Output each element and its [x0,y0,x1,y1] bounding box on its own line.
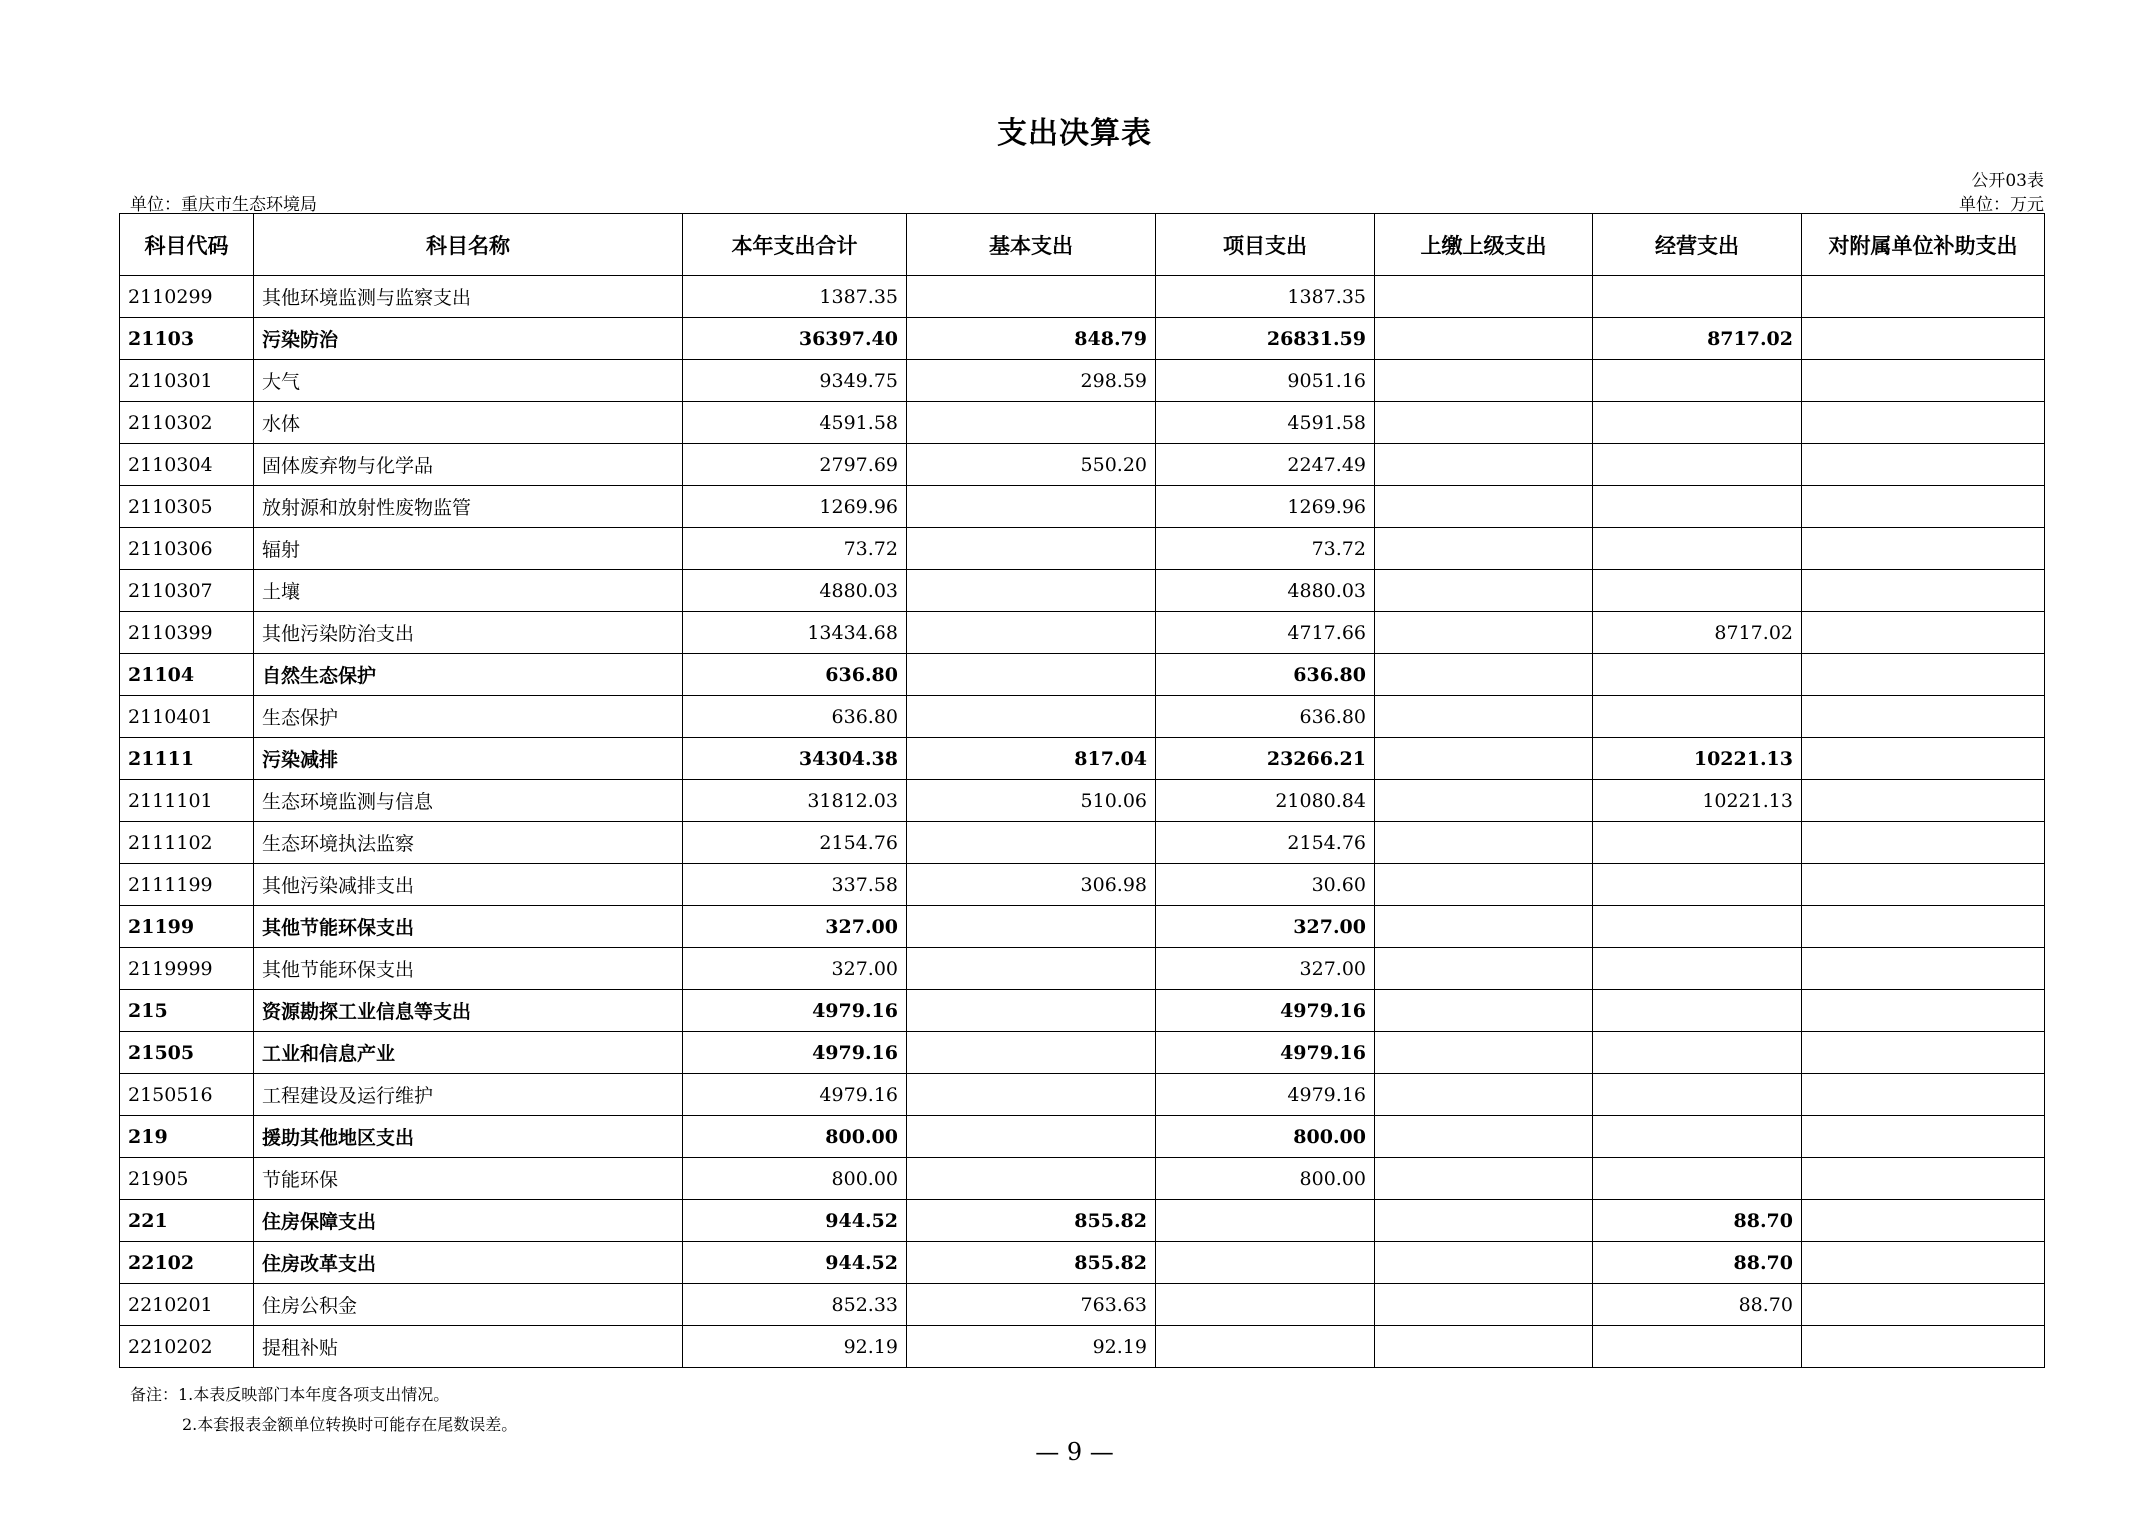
cell-total: 4979.16 [683,1032,907,1074]
table-row [120,318,2045,360]
table-row [120,360,2045,402]
cell-basic: 855.82 [907,1242,1156,1284]
cell-subsidy [1802,1074,2045,1116]
cell-basic [907,654,1156,696]
cell-code: 2110401 [120,696,254,738]
cell-project [1156,1284,1375,1326]
cell-basic: 92.19 [907,1326,1156,1368]
cell-upper [1375,1242,1593,1284]
cell-business [1593,654,1802,696]
cell-code: 22102 [120,1242,254,1284]
cell-upper [1375,1116,1593,1158]
cell-project: 4880.03 [1156,570,1375,612]
cell-total: 636.80 [683,654,907,696]
cell-business: 88.70 [1593,1284,1802,1326]
cell-subsidy [1802,1200,2045,1242]
cell-name: 提租补贴 [254,1326,683,1368]
cell-project [1156,1200,1375,1242]
cell-code: 221 [120,1200,254,1242]
cell-total: 636.80 [683,696,907,738]
cell-project: 327.00 [1156,906,1375,948]
cell-name: 住房保障支出 [254,1200,683,1242]
table-row [120,780,2045,822]
cell-name: 其他节能环保支出 [254,906,683,948]
cell-basic [907,1032,1156,1074]
header-total: 本年支出合计 [683,214,907,276]
cell-project: 4591.58 [1156,402,1375,444]
cell-name: 住房公积金 [254,1284,683,1326]
cell-code: 21111 [120,738,254,780]
cell-code: 2110304 [120,444,254,486]
cell-basic: 763.63 [907,1284,1156,1326]
cell-project: 73.72 [1156,528,1375,570]
cell-business [1593,1074,1802,1116]
cell-basic [907,402,1156,444]
cell-project: 2247.49 [1156,444,1375,486]
cell-name: 工业和信息产业 [254,1032,683,1074]
cell-business: 10221.13 [1593,780,1802,822]
cell-business [1593,696,1802,738]
cell-subsidy [1802,1284,2045,1326]
cell-upper [1375,864,1593,906]
cell-upper [1375,1158,1593,1200]
cell-basic [907,486,1156,528]
cell-total: 4979.16 [683,1074,907,1116]
cell-project: 4979.16 [1156,1074,1375,1116]
cell-code: 2110302 [120,402,254,444]
cell-subsidy [1802,990,2045,1032]
table-row [120,864,2045,906]
cell-subsidy [1802,1032,2045,1074]
table-row [120,612,2045,654]
cell-name: 辐射 [254,528,683,570]
cell-project: 30.60 [1156,864,1375,906]
cell-basic [907,612,1156,654]
cell-subsidy [1802,1116,2045,1158]
cell-basic: 550.20 [907,444,1156,486]
cell-total: 2797.69 [683,444,907,486]
cell-basic: 855.82 [907,1200,1156,1242]
table-row [120,402,2045,444]
cell-business [1593,402,1802,444]
cell-project: 636.80 [1156,654,1375,696]
cell-total: 4880.03 [683,570,907,612]
cell-business [1593,990,1802,1032]
unit-currency: 单位：万元 [1959,195,2044,215]
cell-subsidy [1802,612,2045,654]
cell-business: 8717.02 [1593,318,1802,360]
table-row [120,738,2045,780]
cell-basic [907,1074,1156,1116]
cell-subsidy [1802,1242,2045,1284]
notes [130,1380,517,1440]
cell-business [1593,1032,1802,1074]
cell-name: 生态保护 [254,696,683,738]
cell-business: 8717.02 [1593,612,1802,654]
cell-upper [1375,444,1593,486]
cell-code: 2110299 [120,276,254,318]
cell-business [1593,864,1802,906]
cell-subsidy [1802,864,2045,906]
cell-project [1156,1242,1375,1284]
cell-upper [1375,948,1593,990]
cell-name: 土壤 [254,570,683,612]
cell-project: 23266.21 [1156,738,1375,780]
cell-basic: 817.04 [907,738,1156,780]
cell-total: 9349.75 [683,360,907,402]
cell-upper [1375,1200,1593,1242]
table-row [120,948,2045,990]
cell-project: 1269.96 [1156,486,1375,528]
cell-basic: 306.98 [907,864,1156,906]
table-row [120,1242,2045,1284]
cell-subsidy [1802,948,2045,990]
cell-name: 其他污染防治支出 [254,612,683,654]
cell-project: 4979.16 [1156,1032,1375,1074]
unit-organization: 单位：重庆市生态环境局 [130,195,317,215]
note-2: 2.本套报表金额单位转换时可能存在尾数误差。 [182,1415,518,1434]
cell-name: 生态环境执法监察 [254,822,683,864]
cell-project: 4979.16 [1156,990,1375,1032]
cell-total: 34304.38 [683,738,907,780]
cell-subsidy [1802,570,2045,612]
cell-subsidy [1802,696,2045,738]
cell-upper [1375,696,1593,738]
cell-name: 其他环境监测与监察支出 [254,276,683,318]
cell-subsidy [1802,780,2045,822]
cell-business [1593,444,1802,486]
cell-name: 其他节能环保支出 [254,948,683,990]
cell-upper [1375,1074,1593,1116]
cell-total: 31812.03 [683,780,907,822]
cell-total: 13434.68 [683,612,907,654]
cell-code: 215 [120,990,254,1032]
table-row [120,654,2045,696]
cell-basic: 848.79 [907,318,1156,360]
cell-code: 2110306 [120,528,254,570]
cell-code: 2110301 [120,360,254,402]
cell-upper [1375,990,1593,1032]
note-1: 备注：1.本表反映部门本年度各项支出情况。 [130,1385,450,1404]
table-row [120,990,2045,1032]
cell-upper [1375,528,1593,570]
table-row [120,1200,2045,1242]
table-row [120,822,2045,864]
cell-total: 944.52 [683,1200,907,1242]
cell-business: 10221.13 [1593,738,1802,780]
cell-business: 88.70 [1593,1242,1802,1284]
cell-basic [907,948,1156,990]
table-body [120,276,2045,1368]
cell-code: 2111199 [120,864,254,906]
cell-code: 2110307 [120,570,254,612]
cell-project: 2154.76 [1156,822,1375,864]
header-name: 科目名称 [254,214,683,276]
cell-business [1593,1326,1802,1368]
cell-total: 800.00 [683,1116,907,1158]
cell-subsidy [1802,486,2045,528]
cell-total: 2154.76 [683,822,907,864]
cell-total: 92.19 [683,1326,907,1368]
cell-name: 生态环境监测与信息 [254,780,683,822]
cell-business [1593,486,1802,528]
cell-name: 其他污染减排支出 [254,864,683,906]
cell-upper [1375,1326,1593,1368]
cell-basic [907,1158,1156,1200]
table-row [120,696,2045,738]
cell-subsidy [1802,276,2045,318]
cell-code: 21104 [120,654,254,696]
cell-basic [907,696,1156,738]
table-row [120,1074,2045,1116]
cell-project: 26831.59 [1156,318,1375,360]
cell-code: 21103 [120,318,254,360]
cell-code: 2111102 [120,822,254,864]
cell-name: 放射源和放射性废物监管 [254,486,683,528]
cell-total: 4979.16 [683,990,907,1032]
table-row [120,486,2045,528]
cell-project [1156,1326,1375,1368]
cell-upper [1375,570,1593,612]
cell-code: 2110399 [120,612,254,654]
cell-subsidy [1802,738,2045,780]
cell-subsidy [1802,360,2045,402]
table-row [120,444,2045,486]
cell-code: 21505 [120,1032,254,1074]
cell-project: 9051.16 [1156,360,1375,402]
cell-code: 2150516 [120,1074,254,1116]
cell-name: 污染减排 [254,738,683,780]
cell-upper [1375,906,1593,948]
header-code: 科目代码 [120,214,254,276]
cell-business [1593,570,1802,612]
cell-name: 固体废弃物与化学品 [254,444,683,486]
cell-total: 800.00 [683,1158,907,1200]
cell-project: 4717.66 [1156,612,1375,654]
cell-total: 36397.40 [683,318,907,360]
cell-name: 自然生态保护 [254,654,683,696]
cell-upper [1375,822,1593,864]
cell-business [1593,360,1802,402]
cell-total: 852.33 [683,1284,907,1326]
table-row [120,276,2045,318]
cell-upper [1375,276,1593,318]
cell-upper [1375,360,1593,402]
cell-basic [907,1116,1156,1158]
page-title: 支出决算表 [997,116,1152,151]
cell-business: 88.70 [1593,1200,1802,1242]
cell-project: 327.00 [1156,948,1375,990]
cell-name: 大气 [254,360,683,402]
cell-business [1593,1158,1802,1200]
cell-name: 水体 [254,402,683,444]
cell-code: 2210201 [120,1284,254,1326]
header-business: 经营支出 [1593,214,1802,276]
header-project: 项目支出 [1156,214,1375,276]
cell-subsidy [1802,402,2045,444]
cell-business [1593,276,1802,318]
cell-code: 2110305 [120,486,254,528]
cell-name: 污染防治 [254,318,683,360]
cell-business [1593,948,1802,990]
cell-subsidy [1802,528,2045,570]
table-row [120,1284,2045,1326]
table-row [120,528,2045,570]
cell-upper [1375,402,1593,444]
cell-total: 944.52 [683,1242,907,1284]
cell-code: 2119999 [120,948,254,990]
expenditure-table [119,213,2045,1368]
cell-project: 800.00 [1156,1116,1375,1158]
cell-upper [1375,486,1593,528]
cell-name: 节能环保 [254,1158,683,1200]
cell-name: 援助其他地区支出 [254,1116,683,1158]
cell-code: 219 [120,1116,254,1158]
cell-name: 住房改革支出 [254,1242,683,1284]
cell-project: 636.80 [1156,696,1375,738]
cell-subsidy [1802,444,2045,486]
cell-basic [907,570,1156,612]
cell-subsidy [1802,906,2045,948]
cell-total: 337.58 [683,864,907,906]
table-row [120,1326,2045,1368]
cell-upper [1375,1032,1593,1074]
table-row [120,570,2045,612]
cell-basic: 298.59 [907,360,1156,402]
cell-basic [907,990,1156,1032]
cell-total: 327.00 [683,948,907,990]
cell-name: 资源勘探工业信息等支出 [254,990,683,1032]
table-row [120,1158,2045,1200]
cell-subsidy [1802,1158,2045,1200]
cell-subsidy [1802,318,2045,360]
cell-upper [1375,318,1593,360]
cell-total: 327.00 [683,906,907,948]
cell-upper [1375,738,1593,780]
cell-subsidy [1802,654,2045,696]
header-row [120,214,2045,276]
cell-subsidy [1802,822,2045,864]
cell-subsidy [1802,1326,2045,1368]
header-basic: 基本支出 [907,214,1156,276]
cell-basic: 510.06 [907,780,1156,822]
cell-upper [1375,1284,1593,1326]
cell-business [1593,822,1802,864]
cell-code: 2111101 [120,780,254,822]
cell-upper [1375,780,1593,822]
cell-total: 73.72 [683,528,907,570]
cell-project: 1387.35 [1156,276,1375,318]
table-row [120,1116,2045,1158]
cell-total: 1387.35 [683,276,907,318]
cell-basic [907,276,1156,318]
cell-total: 1269.96 [683,486,907,528]
cell-business [1593,906,1802,948]
cell-project: 21080.84 [1156,780,1375,822]
cell-business [1593,528,1802,570]
cell-name: 工程建设及运行维护 [254,1074,683,1116]
cell-basic [907,906,1156,948]
header-upper: 上缴上级支出 [1375,214,1593,276]
page-number: — 9 — [1035,1438,1114,1466]
cell-code: 21905 [120,1158,254,1200]
cell-code: 2210202 [120,1326,254,1368]
table-number: 公开03表 [1971,171,2044,191]
table-row [120,1032,2045,1074]
cell-project: 800.00 [1156,1158,1375,1200]
header-subsidy: 对附属单位补助支出 [1802,214,2045,276]
cell-code: 21199 [120,906,254,948]
cell-basic [907,528,1156,570]
table-row [120,906,2045,948]
cell-upper [1375,654,1593,696]
cell-upper [1375,612,1593,654]
cell-basic [907,822,1156,864]
cell-total: 4591.58 [683,402,907,444]
cell-business [1593,1116,1802,1158]
